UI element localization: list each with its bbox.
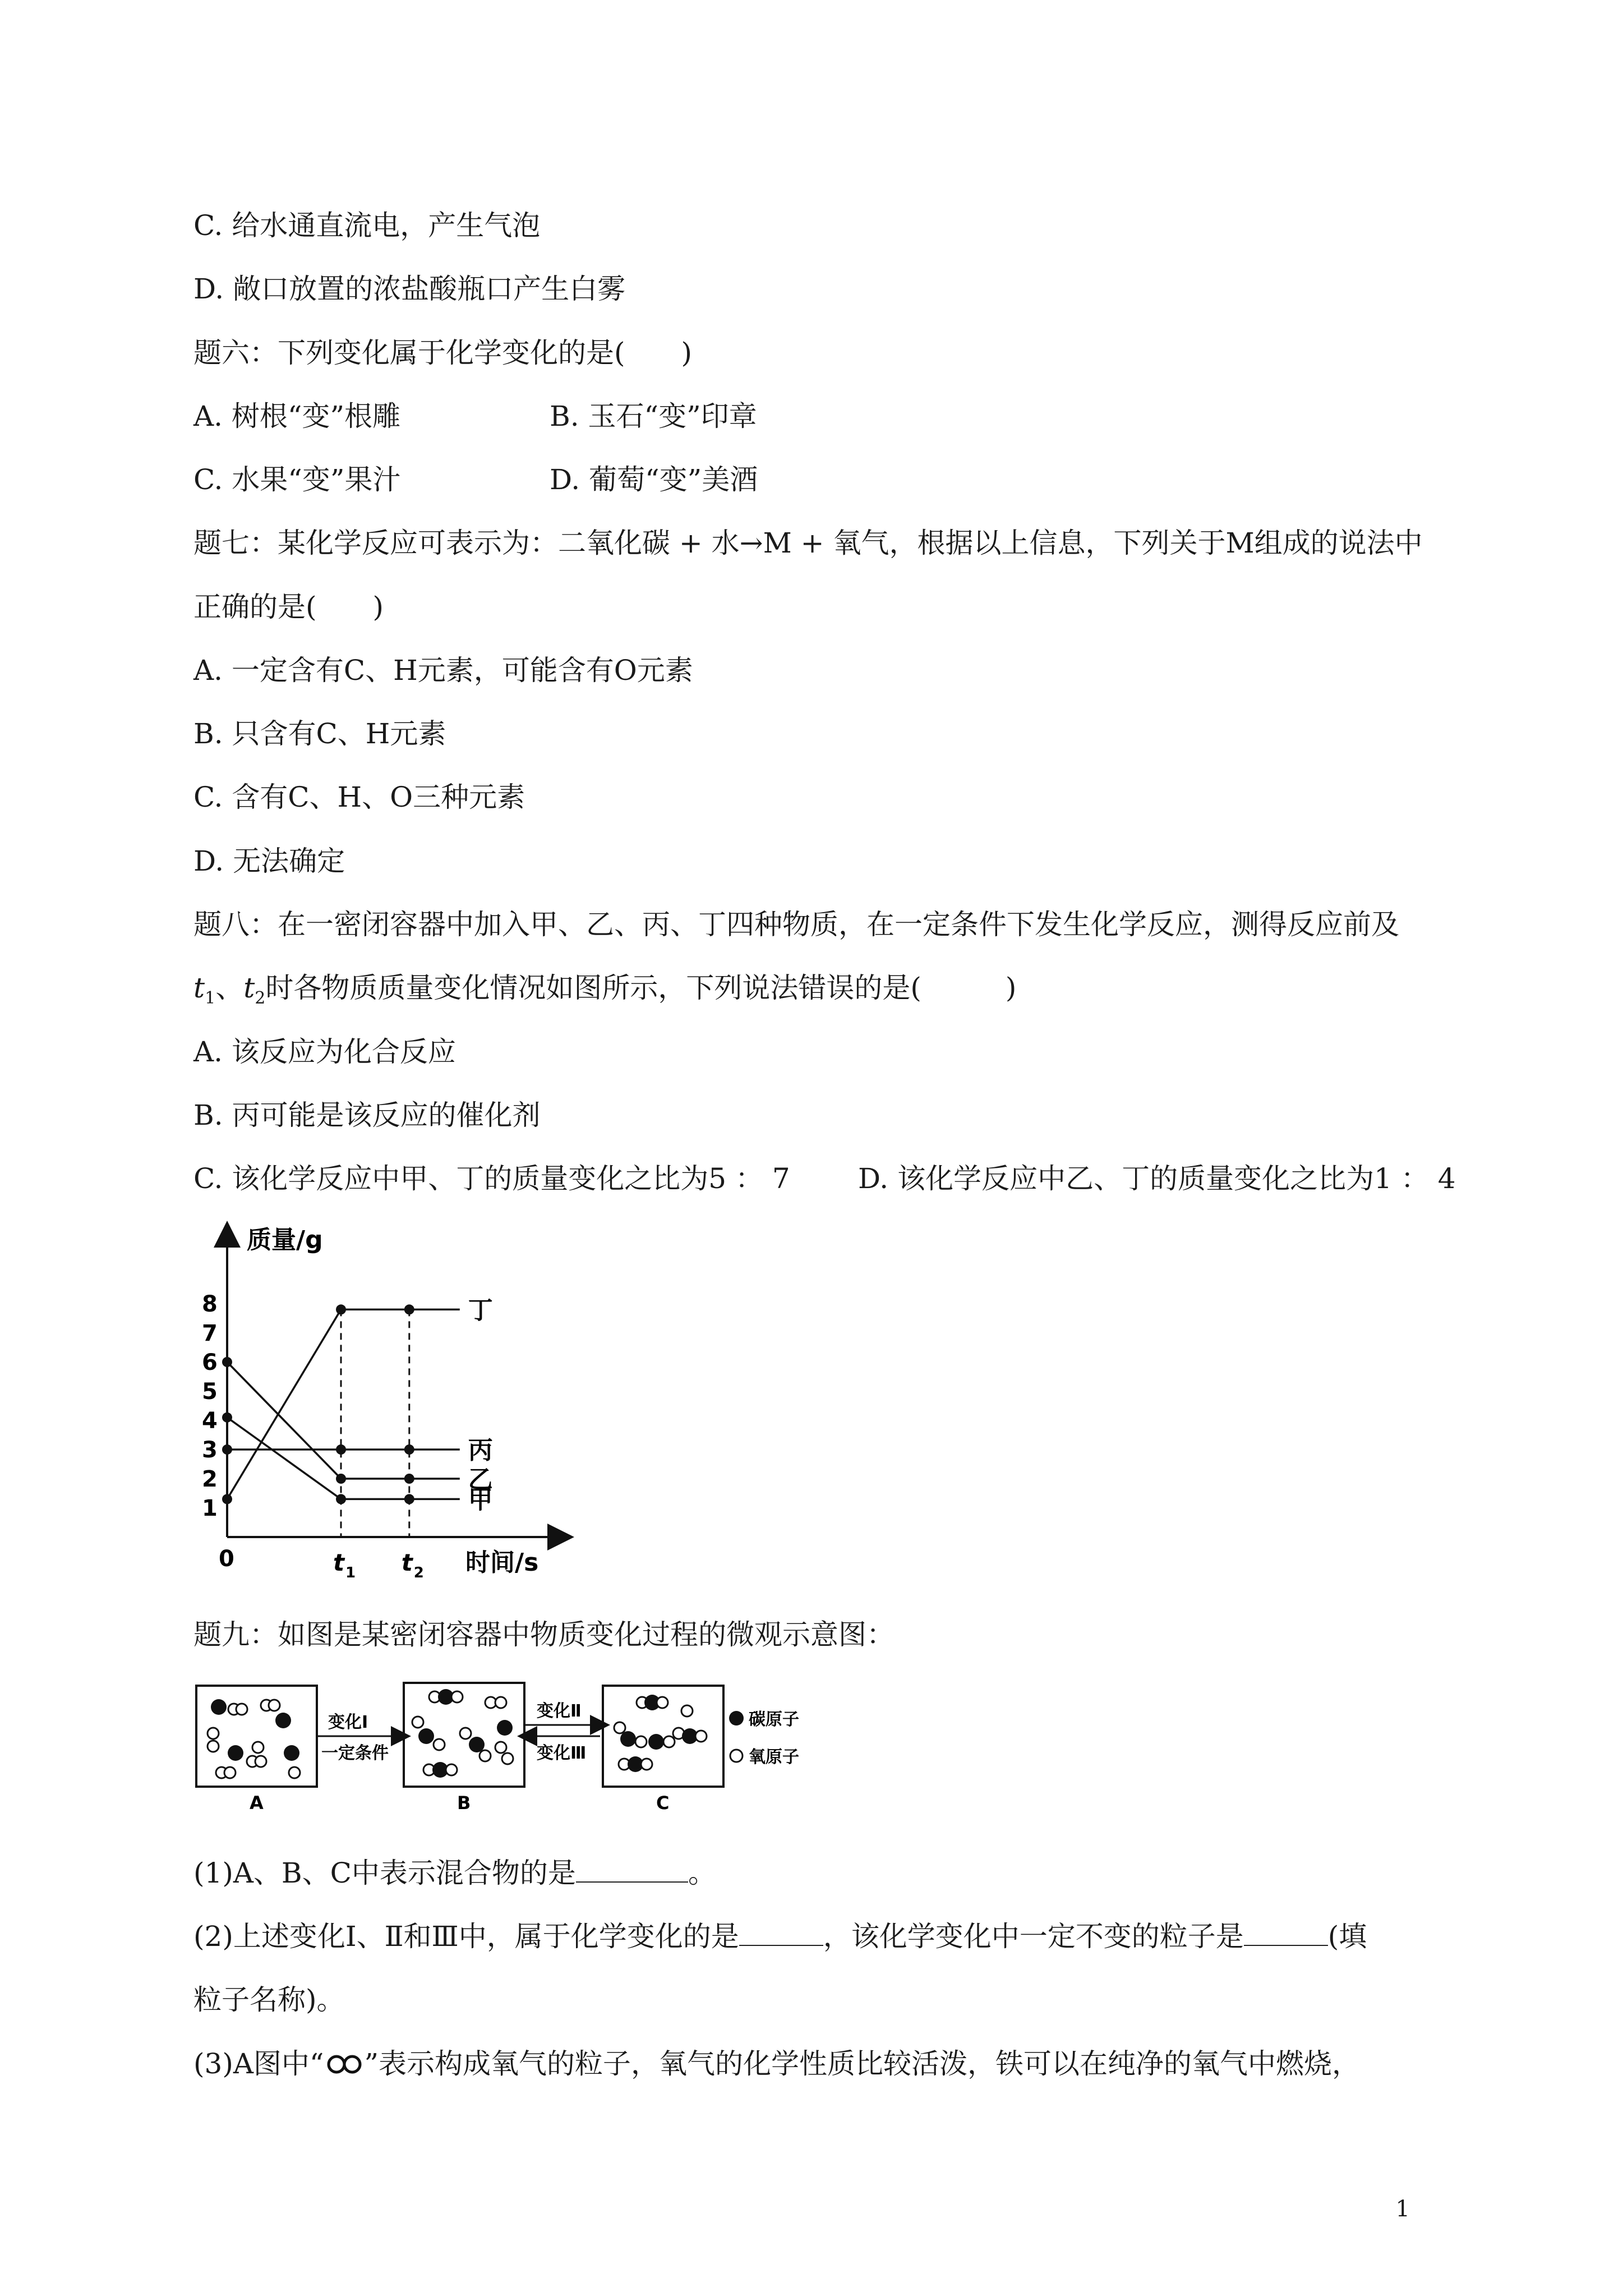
x-tick-label: t [333,1549,345,1576]
series-label: 丙 [468,1436,493,1465]
q9-part1: (1)A、B、C中表示混合物的是 。 [193,1857,716,1889]
series-line [227,1418,409,1499]
box-b [404,1683,524,1787]
data-point [336,1494,346,1504]
q7-option-a: A. 一定含有C、H元素，可能含有O元素 [193,654,693,687]
q6-option-c: C. 水果“变”果汁 [193,463,401,496]
oxygen-legend-icon [730,1750,743,1762]
series-label: 甲 [468,1485,493,1515]
y-tick-label: 2 [202,1466,218,1492]
box-b-label: B [457,1792,471,1814]
q6-option-d: D. 葡萄“变”美酒 [550,463,758,496]
oxygen-legend-label: 氧原子 [749,1747,799,1767]
y-axis-label: 质量/g [247,1226,323,1254]
series-label: 丁 [468,1296,493,1325]
x-tick-label: t [401,1549,413,1576]
y-tick-label: 3 [202,1437,218,1463]
q5-option-c: C. 给水通直流电，产生气泡 [193,209,541,242]
q8-option-c: C. 该化学反应中甲、丁的质量变化之比为5 ： 7 [193,1162,790,1195]
q8-option-b: B. 丙可能是该反应的催化剂 [193,1099,541,1131]
data-point [404,1494,414,1504]
x-tick-subscript: 1 [345,1565,356,1581]
data-point [336,1444,346,1455]
box-c [603,1686,723,1787]
data-point [404,1304,414,1314]
series-line [227,1309,409,1499]
q9-part3: (3)A图中“ ”表示构成氧气的粒子，氧气的化学性质比较活泼，铁可以在纯净的氧气中燃烧， [193,2047,1361,2080]
q5-option-d: D. 敞口放置的浓盐酸瓶口产生白雾 [193,273,626,305]
q7-option-b: B. 只含有C、H元素 [193,717,446,750]
carbon-legend-label: 碳原子 [749,1710,799,1729]
q9-part2: (2)上述变化Ⅰ、Ⅱ和Ⅲ中，属于化学变化的是 ，该化学变化中一定不变的粒子是 (填 [193,1920,1367,1953]
y-tick-label: 5 [202,1379,218,1405]
q9-part2-blank1[interactable] [739,1920,823,1946]
arrow-1-bottom-label: 一定条件 [321,1743,389,1763]
y-tick-label: 6 [202,1350,218,1375]
y-tick-label: 8 [202,1291,218,1317]
q7-option-d: D. 无法确定 [193,845,345,877]
data-point [336,1474,346,1484]
data-point [222,1357,232,1367]
box-a-label: A [250,1792,264,1814]
arrow-2-label: 变化Ⅱ [537,1701,582,1721]
data-point [222,1494,232,1504]
micro-diagram [193,1680,799,1820]
data-point [336,1304,346,1314]
q6-option-b: B. 玉石“变”印章 [550,400,757,432]
q7-option-c: C. 含有C、H、O三种元素 [193,781,525,813]
origin-label: 0 [219,1546,234,1572]
q8-stem-line2: $t_1$、$t_2$时各物质质量变化情况如图所示，下列说法错误的是( ) [193,972,1017,1008]
q9-part2-blank2[interactable] [1244,1920,1328,1946]
series-label: 乙 [468,1465,493,1494]
q9-part1-blank[interactable] [576,1857,688,1883]
q9-part2-line2: 粒子名称)。 [193,1984,345,2016]
x-tick-subscript: 2 [413,1565,424,1581]
y-tick-label: 1 [202,1496,218,1521]
q6-option-a: A. 树根“变”根雕 [193,400,401,432]
y-tick-label: 4 [202,1408,218,1434]
oxygen-molecule-icon [324,2053,365,2076]
data-point [222,1412,232,1423]
q8-stem-line1: 题八：在一密闭容器中加入甲、乙、丙、丁四种物质，在一定条件下发生化学反应，测得反应前及 [193,908,1399,941]
q8-option-a: A. 该反应为化合反应 [193,1036,456,1068]
data-point [404,1474,414,1484]
data-point [222,1444,232,1455]
box-a [196,1686,317,1787]
q6-stem: 题六：下列变化属于化学变化的是( ) [193,337,693,369]
data-point [404,1444,414,1455]
series-line [227,1362,409,1479]
arrow-1-top-label: 变化Ⅰ [328,1713,368,1732]
q9-stem: 题九：如图是某密闭容器中物质变化过程的微观示意图： [193,1618,895,1651]
mass-time-chart [191,1223,583,1582]
page-number: 1 [1395,2196,1410,2222]
q7-stem-line2: 正确的是( ) [193,591,384,623]
carbon-legend-icon [729,1711,744,1726]
q7-stem-line1: 题七：某化学反应可表示为：二氧化碳 + 水→M + 氧气，根据以上信息，下列关于M组成的说法中 [193,527,1423,559]
box-c-label: C [656,1792,670,1814]
q8-option-d: D. 该化学反应中乙、丁的质量变化之比为1 ： 4 [858,1162,1456,1195]
x-axis-label: 时间/s [465,1548,539,1577]
y-tick-label: 7 [202,1320,218,1346]
arrow-3-label: 变化Ⅲ [537,1743,587,1763]
